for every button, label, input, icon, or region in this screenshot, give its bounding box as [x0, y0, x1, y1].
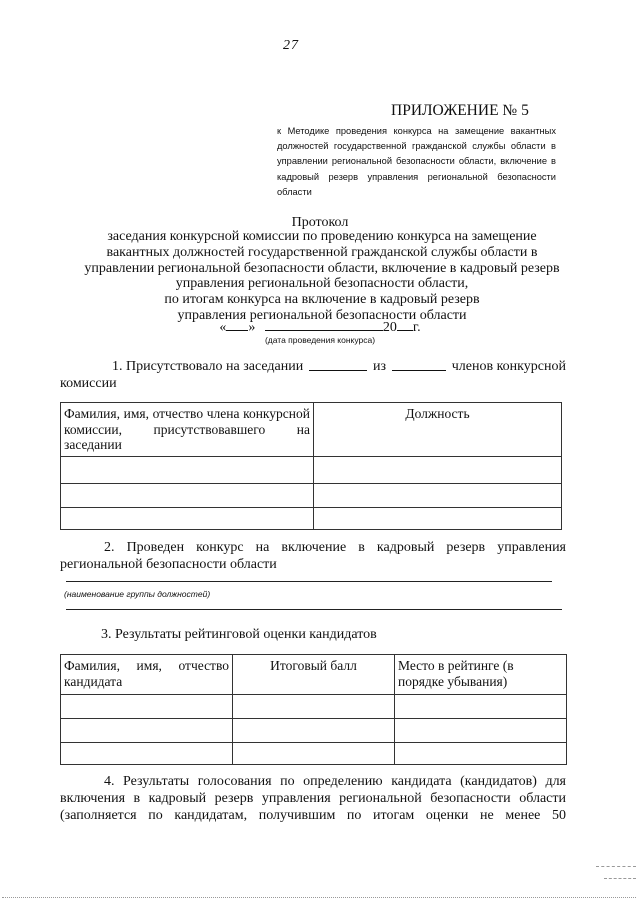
protocol-date-line: [0, 317, 640, 336]
date-year-suffix: г.: [412, 320, 421, 335]
protocol-line: управления региональной безопасности области: [177, 307, 467, 323]
table-cell[interactable]: [314, 507, 562, 529]
protocol-subtitle: [52, 229, 592, 324]
group-name-line[interactable]: [66, 581, 552, 582]
protocol-line: по итогам конкурса на включение в кадровый резерв: [164, 292, 480, 308]
date-year-field[interactable]: [397, 317, 413, 331]
table-header-cell: Фамилия, имя, отчество члена конкурсной комиссии, присутствовавшего на заседании: [61, 403, 314, 457]
table-row: [61, 743, 567, 765]
table-cell[interactable]: [314, 483, 562, 507]
table-cell[interactable]: [61, 456, 314, 483]
date-close-quote: »: [248, 320, 256, 335]
section-3-title: 3. Результаты рейтинговой оценки кандидатов: [101, 627, 377, 642]
scan-edge-mark: [604, 878, 636, 879]
present-count-field[interactable]: [309, 358, 367, 371]
table-cell[interactable]: [233, 695, 395, 719]
rating-table: [60, 654, 567, 765]
table-header-cell: Фамилия, имя, отчество кандидата: [61, 655, 233, 695]
table-cell[interactable]: [395, 743, 567, 765]
date-year-prefix: 20: [382, 320, 397, 335]
table-header-cell: Место в рейтинге (в порядке убывания): [395, 655, 567, 695]
page-number: 27: [283, 38, 299, 53]
members-table: [60, 402, 562, 530]
group-name-caption: (наименование группы должностей): [64, 589, 211, 599]
table-cell[interactable]: [61, 695, 233, 719]
section-1-text-c: членов конкурсной: [451, 359, 566, 374]
section-4-text: 4. Результаты голосования по определению кандидата (кандидатов) для включения в кадровый резерв управления региональной безопасности области (заполняется по кандидатам, получившим по итогам оценки не менее 50: [60, 774, 566, 824]
group-name-line-2[interactable]: [66, 609, 562, 610]
section-1-text-a: 1. Присутствовало на заседании: [112, 359, 304, 374]
scan-edge-mark: [596, 866, 636, 867]
protocol-line: управлении региональной безопасности области, включение в кадровый резерв: [84, 260, 560, 276]
date-open-quote: «: [219, 320, 227, 335]
table-cell[interactable]: [61, 719, 233, 743]
section-2-text: 2. Проведен конкурс на включение в кадровый резерв управления региональной безопасности области: [60, 540, 566, 572]
table-cell[interactable]: [314, 456, 562, 483]
table-row: [61, 719, 567, 743]
section-1-text-d: комиссии: [60, 376, 117, 391]
table-row: [61, 456, 562, 483]
table-cell[interactable]: [61, 507, 314, 529]
table-cell[interactable]: [233, 743, 395, 765]
date-caption: (дата проведения конкурса): [264, 335, 376, 345]
table-cell[interactable]: [395, 695, 567, 719]
scan-edge-mark: [2, 897, 636, 898]
table-cell[interactable]: [61, 743, 233, 765]
section-1-text-b: из: [372, 359, 386, 374]
table-cell[interactable]: [233, 719, 395, 743]
table-cell[interactable]: [395, 719, 567, 743]
table-row: [61, 483, 562, 507]
section-1: [60, 358, 566, 392]
date-month-field[interactable]: [265, 317, 383, 331]
table-row: [61, 507, 562, 529]
date-day-field[interactable]: [226, 317, 248, 331]
table-header-cell: Должность: [314, 403, 562, 457]
table-row: [61, 695, 567, 719]
protocol-line: управления региональной безопасности области,: [175, 276, 469, 292]
protocol-line: вакантных должностей государственной гражданской службы области в: [106, 244, 538, 260]
table-cell[interactable]: [61, 483, 314, 507]
protocol-line: заседания конкурсной комиссии по проведению конкурса на замещение: [107, 229, 537, 244]
total-count-field[interactable]: [392, 358, 446, 371]
protocol-title: Протокол: [291, 215, 349, 230]
table-header-cell: Итоговый балл: [233, 655, 395, 695]
appendix-title: ПРИЛОЖЕНИЕ № 5: [391, 102, 529, 119]
appendix-note: к Методике проведения конкурса на замещение вакантных должностей государственной гражданской службы области в управлении региональной безопасности области, включение в кадровый резерв управления региональной безопасности области: [277, 126, 556, 197]
